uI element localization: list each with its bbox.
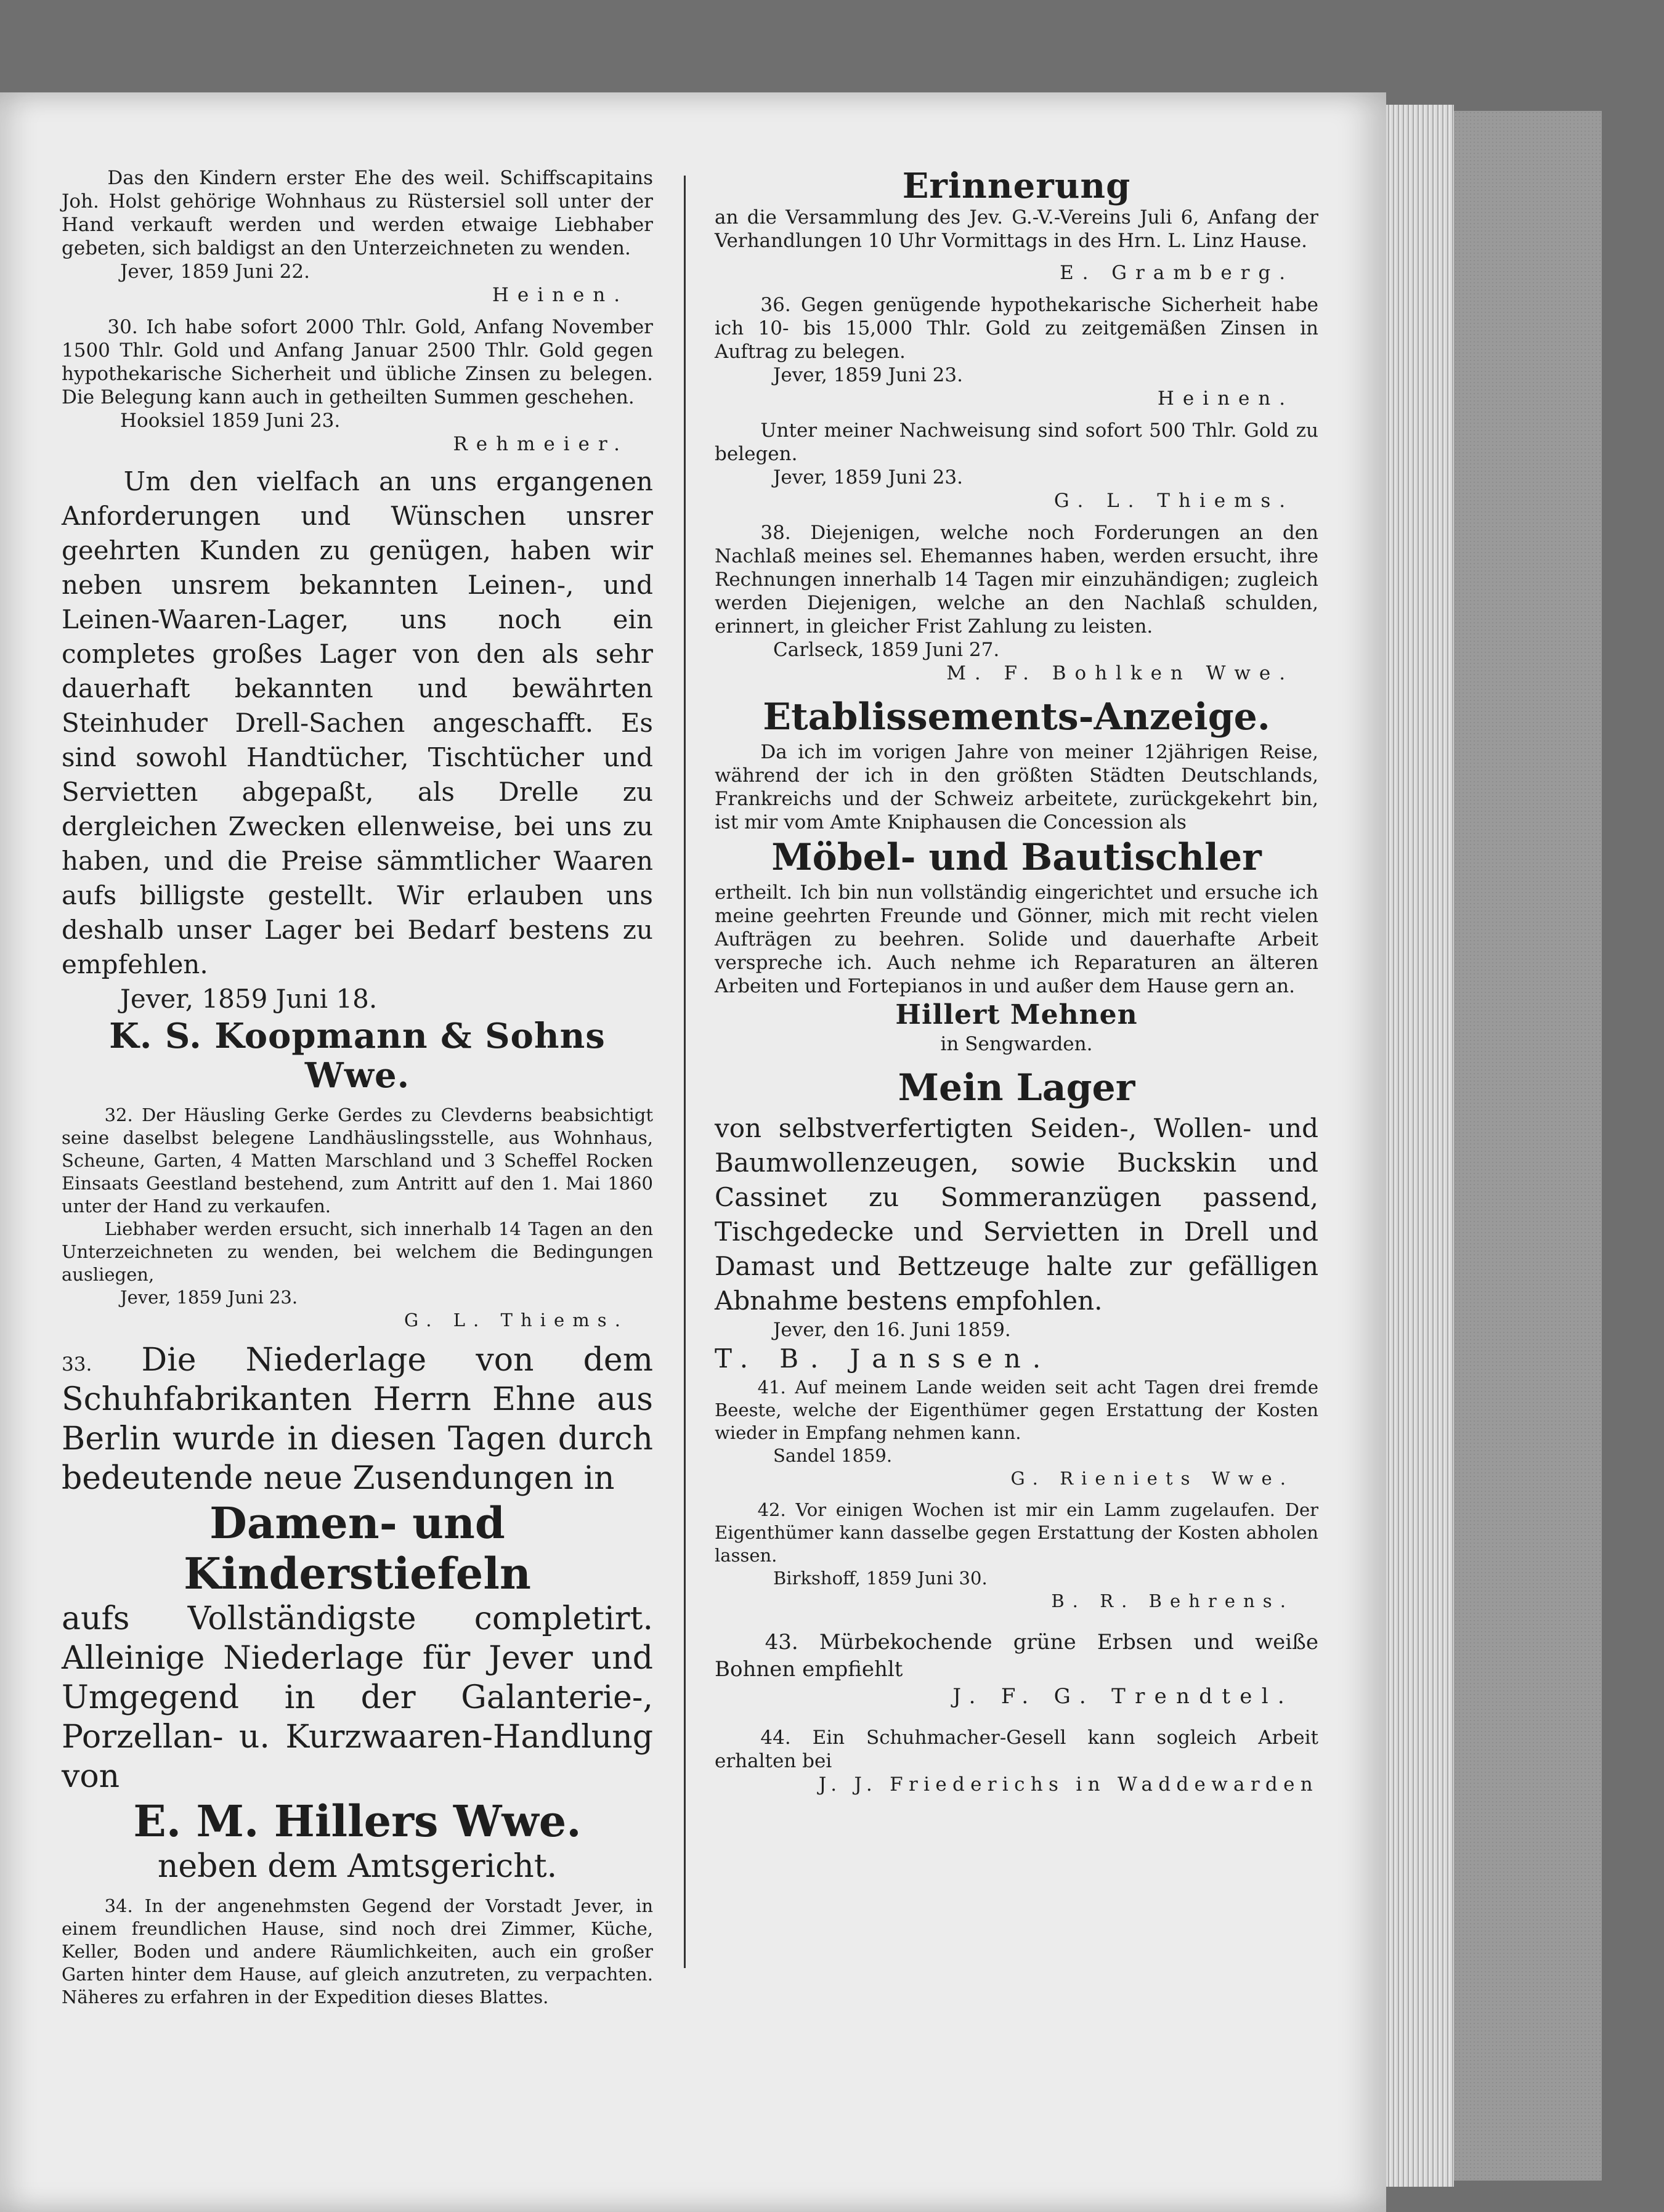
ad-41-body: 41. Auf meinem Lande weiden seit acht Tagen drei fremde Beeste, welche der Eigenthümer gegen Erstattung der Kosten wieder in Empfang nehmen kann. xyxy=(715,1377,1318,1443)
ad-36-signature: Heinen. xyxy=(1157,387,1294,410)
ad-36-date: Jever, 1859 Juni 23. xyxy=(773,364,963,386)
ad-koopmann-body: Um den vielfach an uns ergangenen Anforderungen und Wünschen unsrer geehrten Kunden zu genügen, haben wir neben unsrem bekannten Leinen-, und Leinen-Waaren-Lager, uns noch ein completes großes Lager von den als sehr dauerhaft bekannten und bewährten Steinhuder Drell-Sachen angeschafft. Es sind sowohl Handtücher, Tischtücher und Servietten abgepaßt, als Drelle zu dergleichen Zwecken ellenweise, bei uns zu haben, und die Preise sämmtlicher Waaren aufs billigste gestellt. Wir erlauben uns deshalb unser Lager bei Bedarf bestens zu empfehlen. xyxy=(62,466,653,979)
ad-34-body: 34. In der angenehmsten Gegend der Vorstadt Jever, in einem freundlichen Hause, sind noch drei Zimmer, Küche, Keller, Boden und andere Räumlichkeiten, auch ein großer Garten hinter dem Hause, auf gleich anzutreten, zu verpachten. Näheres zu erfahren in der Expedition dieses Blattes. xyxy=(62,1895,653,2007)
ad-thiems-signature: G. L. Thiems. xyxy=(1053,490,1294,512)
ad-33-number: 33. xyxy=(62,1353,92,1375)
ad-house-signature: Heinen. xyxy=(492,284,628,306)
erinnerung-body: an die Versammlung des Jev. G.-V.-Vereins Juli 6, Anfang der Verhandlungen 10 Uhr Vormittags in des Hrn. L. Linz Hause. xyxy=(715,206,1318,252)
ad-43-signature: J. F. G. Trendtel. xyxy=(952,1684,1294,1709)
etablissement-title: Etablissements-Anzeige. xyxy=(763,695,1270,739)
lager-signature: T. B. Janssen. xyxy=(715,1343,1052,1374)
etablissement-location: in Sengwarden. xyxy=(940,1033,1093,1055)
ad-33-firm: E. M. Hillers Wwe. xyxy=(133,1796,582,1847)
lager-date: Jever, den 16. Juni 1859. xyxy=(773,1319,1011,1341)
etablissement-body-1: Da ich im vorigen Jahre von meiner 12jährigen Reise, während der ich in den größten Städten Deutschlands, Frankreichs und der Schweiz arbeitete, zurückgekehrt bin, ist mir vom Amte Kniphausen die Concession als xyxy=(715,741,1318,833)
ad-32-body: 32. Der Häusling Gerke Gerdes zu Clevderns beabsichtigt seine daselbst belegene Landhäuslingsstelle, aus Wohnhaus, Scheune, Garten, 4 Matten Marschland und 3 Scheffel Rocken Einsaats Geestland bestehend, zum Antritt auf den 1. Mai 1860 unter der Hand zu verkaufen. xyxy=(62,1104,653,1217)
left-column xyxy=(62,166,653,2009)
ad-33 xyxy=(62,1340,653,1886)
ad-32-signature: G. L. Thiems. xyxy=(404,1310,628,1331)
ad-32-date: Jever, 1859 Juni 23. xyxy=(120,1287,298,1308)
right-column xyxy=(715,166,1318,1796)
ad-33-body-1: Die Niederlage von dem Schuhfabrikanten Herrn Ehne aus Berlin wurde in diesen Tagen durch bedeutende neue Zusendungen in xyxy=(62,1342,653,1497)
etablissement-trade: Möbel- und Bautischler xyxy=(771,836,1262,879)
book-cover xyxy=(1454,111,1602,2181)
ad-house-body: Das den Kindern erster Ehe des weil. Schiffscapitains Joh. Holst gehörige Wohnhaus zu Rüstersiel soll unter der Hand verkauft werden und werden etwaige Liebhaber gebeten, sich baldigst an den Unterzeichneten zu wenden. xyxy=(62,167,653,259)
ad-house-date: Jever, 1859 Juni 22. xyxy=(120,261,310,283)
ad-44-body: 44. Ein Schuhmacher-Gesell kann sogleich Arbeit erhalten bei xyxy=(715,1727,1318,1772)
ad-30-date: Hooksiel 1859 Juni 23. xyxy=(120,410,341,432)
ad-32-body-2: Liebhaber werden ersucht, sich innerhalb 14 Tagen an den Unterzeichneten zu wenden, bei welchem die Bedingungen ausliegen, xyxy=(62,1218,653,1285)
ad-42-signature: B. R. Behrens. xyxy=(1051,1590,1294,1611)
erinnerung-title: Erinnerung xyxy=(902,166,1131,206)
ad-33-highlight: Damen- und Kinderstiefeln xyxy=(184,1497,531,1599)
ad-42-body: 42. Vor einigen Wochen ist mir ein Lamm zugelaufen. Der Eigenthümer kann dasselbe gegen Erstattung der Kosten abholen lassen. xyxy=(715,1499,1318,1566)
ad-thiems-body: Unter meiner Nachweisung sind sofort 500 Thlr. Gold zu belegen. xyxy=(715,419,1318,465)
ad-koopmann-date: Jever, 1859 Juni 18. xyxy=(120,984,378,1014)
column-divider xyxy=(684,176,686,1968)
etablissement-body-2: ertheilt. Ich bin nun vollständig eingerichtet und ersuche ich meine geehrten Freunde und Gönner, mich mit recht vielen Aufträgen zu beehren. Solide und dauerhafte Arbeit verspreche ich. Auch nehme ich Reparaturen an älteren Arbeiten und Fortepianos in und außer dem Hause gern an. xyxy=(715,881,1318,997)
ad-30-signature: Rehmeier. xyxy=(453,433,628,455)
ad-38-date: Carlseck, 1859 Juni 27. xyxy=(773,639,1000,661)
ad-33-location: neben dem Amtsgericht. xyxy=(157,1848,558,1885)
ad-38-signature: M. F. Bohlken Wwe. xyxy=(946,662,1294,684)
ad-42-date: Birkshoff, 1859 Juni 30. xyxy=(773,1568,988,1589)
ad-thiems-date: Jever, 1859 Juni 23. xyxy=(773,466,963,488)
ad-30-body: 30. Ich habe sofort 2000 Thlr. Gold, Anfang November 1500 Thlr. Gold und Anfang Januar 2500 Thlr. Gold gegen hypothekarische Sicherheit und übliche Zinsen zu belegen. Die Belegung kann auch in getheilten Summen geschehen. xyxy=(62,316,653,408)
ad-41-date: Sandel 1859. xyxy=(773,1445,893,1466)
book-page-edges xyxy=(1386,105,1454,2187)
ad-43-body: 43. Mürbekochende grüne Erbsen und weiße Bohnen empfiehlt xyxy=(715,1630,1318,1682)
ad-44-signature: J. J. Friederichs in Waddewarden xyxy=(818,1773,1318,1796)
ad-koopmann-signature: K. S. Koopmann & Sohns Wwe. xyxy=(109,1016,606,1096)
ad-38-body: 38. Diejenigen, welche noch Forderungen an den Nachlaß meines sel. Ehemannes haben, werden ersucht, ihre Rechnungen innerhalb 14 Tagen mir einzuhändigen; zugleich werden Diejenigen, welche an den Nachlaß schulden, erinnert, in gleicher Frist Zahlung zu leisten. xyxy=(715,522,1318,638)
ad-33-body-2: aufs Vollständigste completirt. Alleinige Niederlage für Jever und Umgegend in der Galanterie-, Porzellan- u. Kurzwaaren-Handlung von xyxy=(62,1600,653,1795)
lager-body: von selbstverfertigten Seiden-, Wollen- und Baumwollenzeugen, sowie Buckskin und Cassinet zu Sommeranzügen passend, Tischgedecke und Servietten in Drell und Damast und Bettzeuge halte zur gefälligen Abnahme bestens empfohlen. xyxy=(715,1113,1318,1316)
etablissement-signature: Hillert Mehnen xyxy=(895,999,1138,1031)
erinnerung-signature: E. Gramberg. xyxy=(1060,262,1294,284)
ad-36-body: 36. Gegen genügende hypothekarische Sicherheit habe ich 10- bis 15,000 Thlr. Gold zu zeitgemäßen Zinsen in Auftrag zu belegen. xyxy=(715,294,1318,363)
lager-title: Mein Lager xyxy=(898,1066,1135,1109)
ad-41-signature: G. Rieniets Wwe. xyxy=(1010,1468,1294,1489)
